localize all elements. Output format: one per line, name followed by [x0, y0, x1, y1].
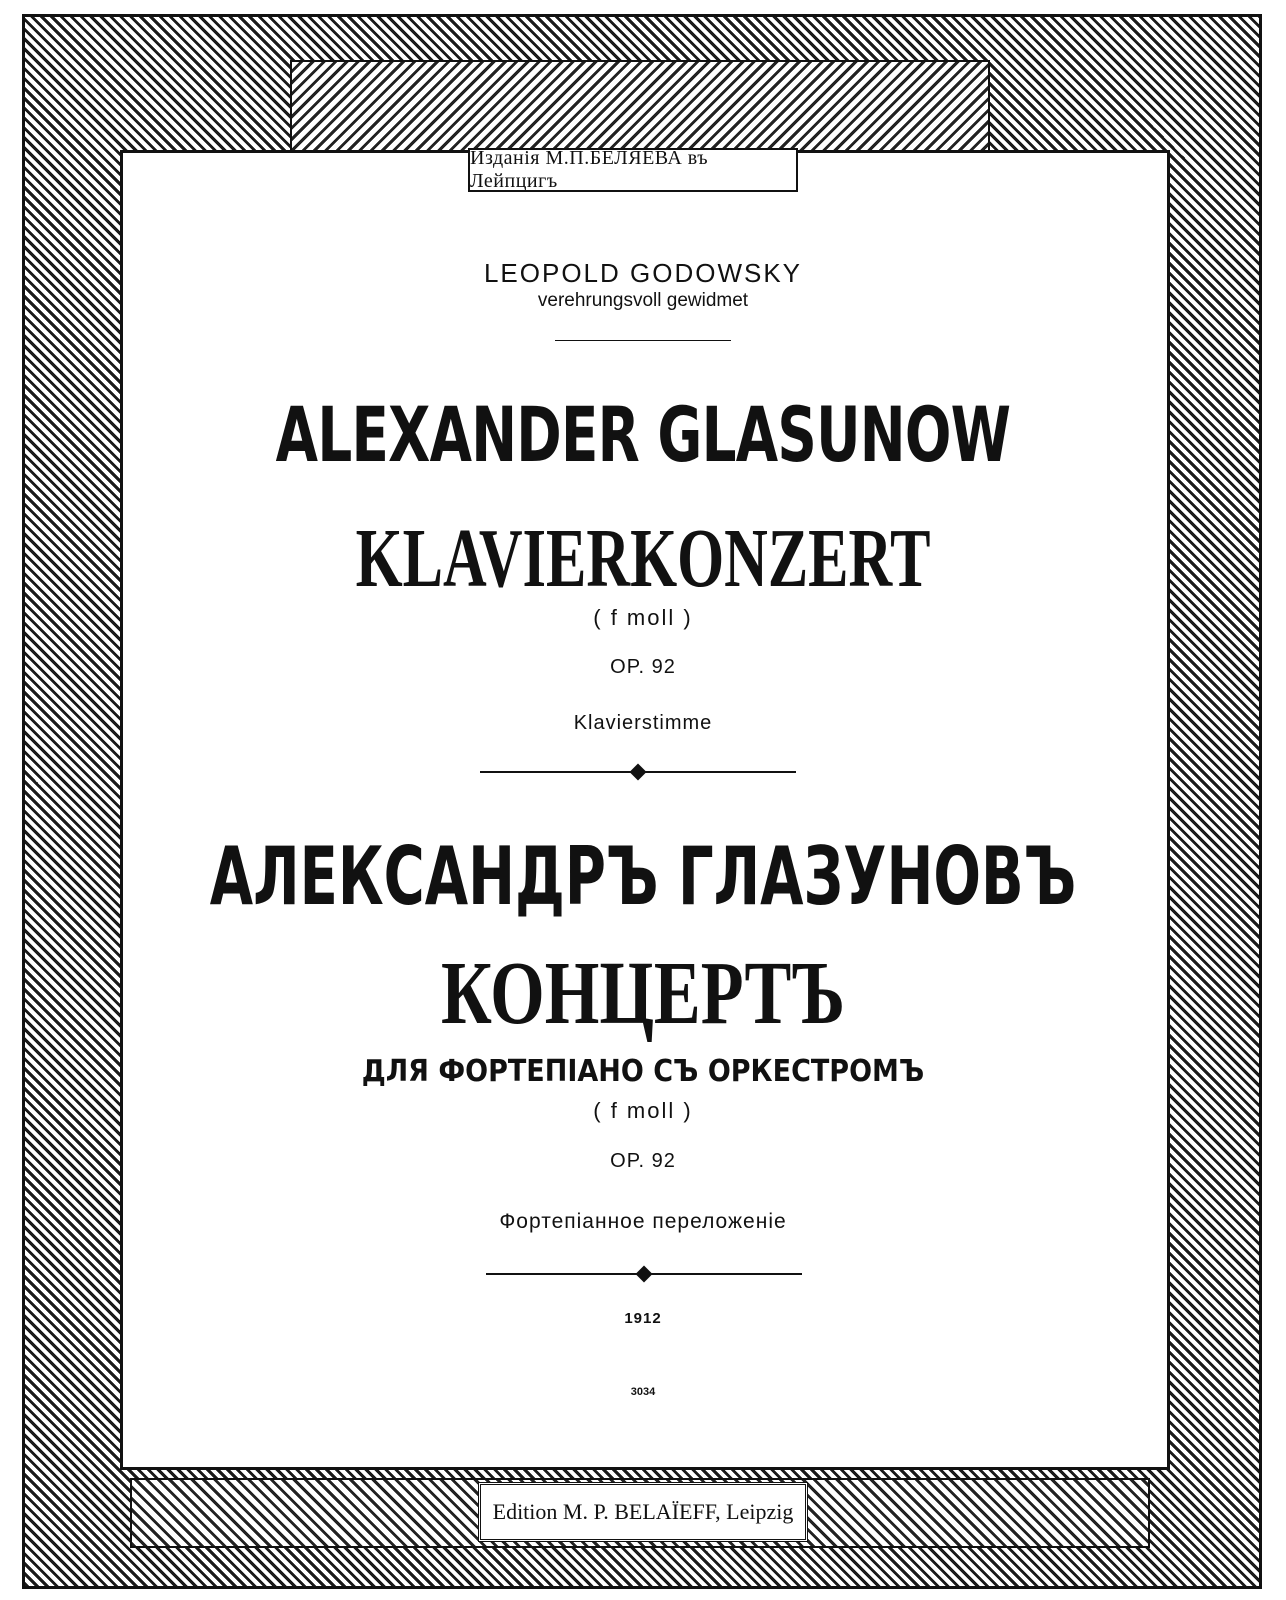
top-ornament-band: [290, 60, 990, 160]
plate-number: 3034: [630, 1386, 656, 1398]
work-subtitle-cyrillic: ДЛЯ ФОРТЕПІАНО СЪ ОРКЕСТРОМЪ: [361, 1054, 925, 1089]
work-title-cyrillic: КОНЦЕРТЪ: [440, 944, 846, 1043]
composer-name-cyrillic: АЛЕКСАНДРЪ ГЛАЗУНОВЪ: [209, 830, 1077, 923]
opus-cyrillic: OP. 92: [610, 1150, 676, 1172]
dedication-text: verehrungsvoll gewidmet: [537, 290, 749, 311]
composer-name-latin: ALEXANDER GLASUNOW: [275, 390, 1011, 479]
divider-3: [486, 1273, 802, 1275]
divider-1: [555, 340, 731, 341]
part-latin: Klavierstimme: [573, 712, 713, 734]
key-cyrillic: ( f moll ): [593, 1098, 693, 1123]
work-title-latin: KLAVIERKONZERT: [355, 512, 931, 605]
publication-year: 1912: [624, 1310, 662, 1327]
dedicatee-name: LEOPOLD GODOWSKY: [483, 258, 803, 288]
divider-2: [480, 771, 796, 773]
part-cyrillic: Фортепіанное переложеніе: [499, 1210, 787, 1233]
opus-latin: OP. 92: [610, 656, 676, 678]
publisher-cartouche-top: Изданія М.П.БЕЛЯЕВА въ Лейпцигъ: [468, 148, 798, 192]
key-latin: ( f moll ): [593, 605, 693, 630]
publisher-cartouche-bottom: Edition M. P. BELAÏEFF, Leipzig: [478, 1482, 808, 1542]
